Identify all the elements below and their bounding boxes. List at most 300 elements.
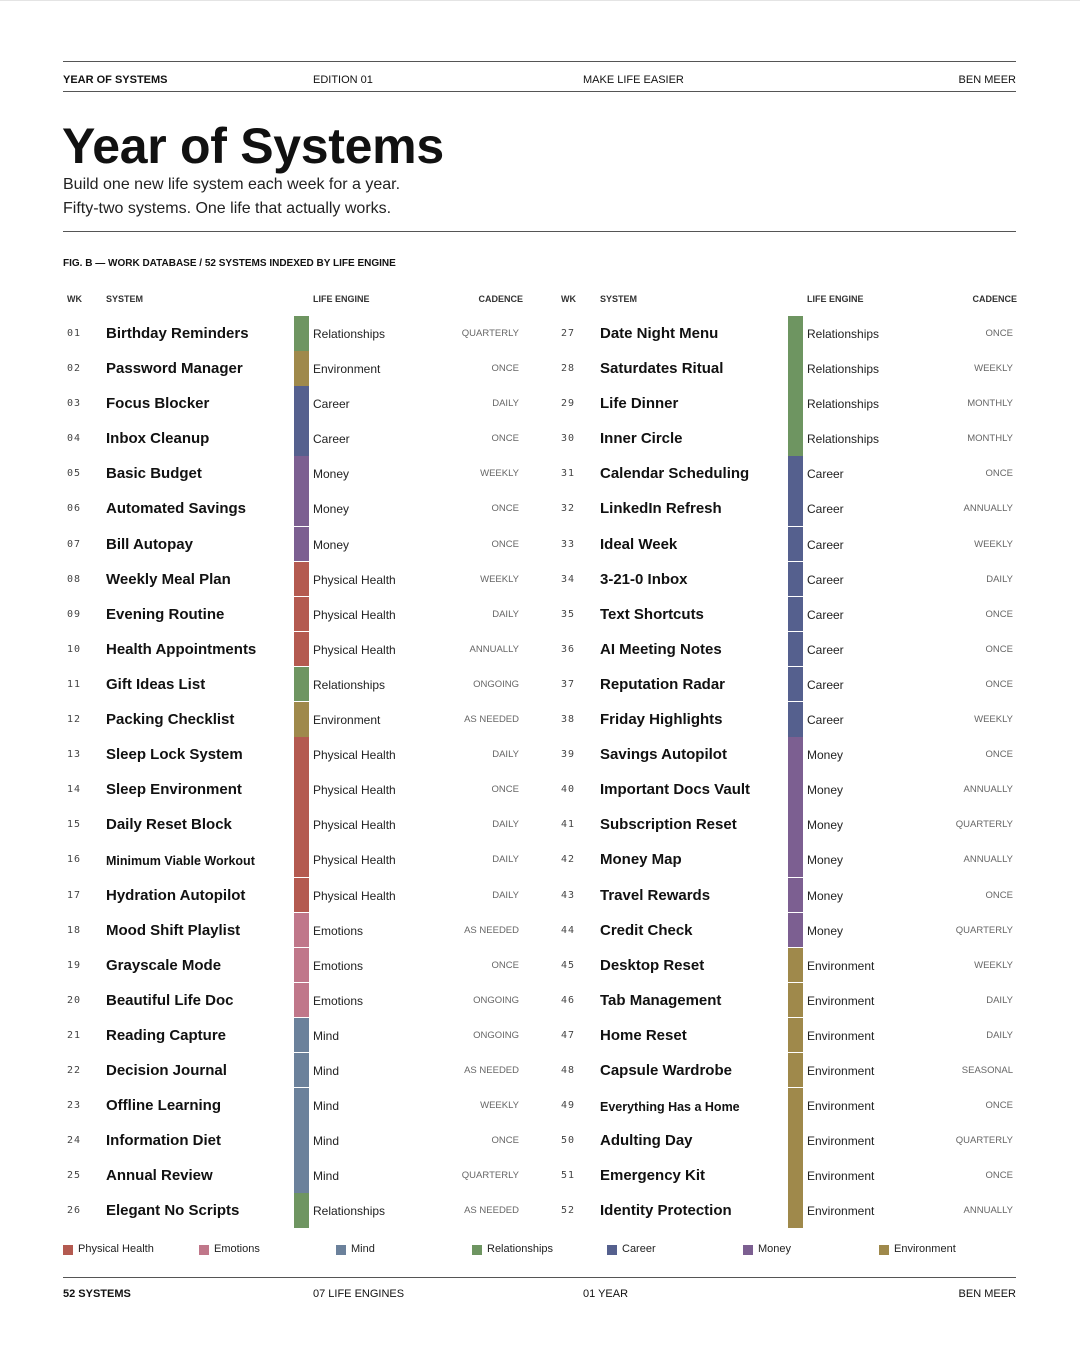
week-number: 11 [67, 678, 82, 690]
week-number: 08 [67, 573, 82, 585]
table-row [63, 1158, 523, 1193]
system-name: Decision Journal [106, 1061, 227, 1079]
life-engine: Money [807, 888, 844, 903]
system-name: Birthday Reminders [106, 325, 249, 342]
system-name: Sleep Environment [106, 781, 242, 799]
legend-label: Career [622, 1243, 656, 1255]
cadence: DAILY [986, 994, 1013, 1006]
table-row [557, 1158, 1017, 1193]
week-number: 03 [67, 398, 82, 410]
engine-color-bar [788, 597, 803, 632]
engine-color-bar [788, 632, 803, 667]
life-engine: Career [313, 432, 350, 447]
cadence: ONGOING [473, 994, 519, 1006]
table-row [557, 948, 1017, 983]
system-name: Daily Reset Block [106, 816, 232, 834]
table-row [557, 667, 1017, 702]
cadence: ANNUALLY [469, 643, 519, 655]
system-name: Identity Protection [600, 1202, 732, 1220]
cadence: ONCE [985, 678, 1013, 690]
cadence: DAILY [492, 398, 519, 410]
life-engine: Relationships [313, 1204, 386, 1219]
table-row [63, 842, 523, 877]
table-row [63, 1018, 523, 1053]
life-engine: Environment [313, 713, 381, 728]
life-engine: Environment [807, 1028, 875, 1043]
engine-color-bar [294, 1018, 309, 1053]
system-name: Date Night Menu [600, 325, 719, 342]
table-row [557, 842, 1017, 877]
table-row [557, 1018, 1017, 1053]
engine-color-bar [294, 351, 309, 386]
table-row [557, 913, 1017, 948]
system-name: Savings Autopilot [600, 746, 727, 764]
table-row [557, 632, 1017, 667]
legend-label: Environment [894, 1243, 956, 1255]
table-right-half [557, 293, 1017, 1235]
life-engine: Environment [807, 993, 875, 1008]
system-name: Friday Highlights [600, 711, 723, 729]
week-number: 42 [561, 854, 576, 866]
cadence: WEEKLY [974, 538, 1013, 550]
cadence: ONGOING [473, 678, 519, 690]
week-number: 13 [67, 749, 82, 761]
system-name: Home Reset [600, 1026, 687, 1044]
legend-swatch [63, 1245, 73, 1255]
legend-swatch [607, 1245, 617, 1255]
engine-color-bar [294, 1088, 309, 1123]
life-engine: Money [807, 923, 844, 938]
table-row [557, 878, 1017, 913]
table-row [63, 386, 523, 421]
life-engine: Physical Health [313, 888, 396, 903]
engine-color-bar [788, 878, 803, 913]
table-row [557, 597, 1017, 632]
life-engine: Career [807, 467, 844, 482]
life-engine: Environment [313, 362, 381, 377]
week-number: 43 [561, 889, 576, 901]
table-row [63, 1088, 523, 1123]
engine-color-bar [294, 632, 309, 667]
engine-color-bar [294, 421, 309, 456]
cadence: DAILY [492, 608, 519, 620]
system-name: Capsule Wardrobe [600, 1061, 732, 1079]
engine-color-bar [294, 456, 309, 491]
engine-color-bar [788, 527, 803, 562]
life-engine: Money [313, 467, 350, 482]
page-title: Year of Systems [62, 118, 444, 174]
cadence: MONTHLY [967, 398, 1013, 410]
system-name: AI Meeting Notes [600, 640, 722, 658]
cadence: DAILY [986, 573, 1013, 585]
engine-color-bar [788, 1018, 803, 1053]
engine-color-bar [294, 842, 309, 877]
week-number: 45 [561, 959, 576, 971]
table-row [63, 1053, 523, 1088]
life-engine: Money [807, 783, 844, 798]
life-engine: Mind [313, 1028, 340, 1043]
week-number: 17 [67, 889, 82, 901]
week-number: 16 [67, 854, 82, 866]
engine-color-bar [294, 1123, 309, 1158]
week-number: 20 [67, 994, 82, 1006]
system-name: LinkedIn Refresh [600, 500, 722, 518]
engine-color-bar [294, 562, 309, 597]
engine-color-bar [788, 737, 803, 772]
table-row [557, 807, 1017, 842]
week-number: 29 [561, 398, 576, 410]
header-bottom-rule [63, 91, 1016, 92]
engine-color-bar [788, 702, 803, 737]
cadence: DAILY [986, 1029, 1013, 1041]
life-engine: Career [313, 397, 350, 412]
legend-swatch [743, 1245, 753, 1255]
engine-color-bar [788, 667, 803, 702]
system-name: Hydration Autopilot [106, 886, 246, 904]
engine-color-bar [294, 386, 309, 421]
life-engine: Relationships [807, 362, 880, 377]
engine-color-bar [294, 807, 309, 842]
system-name: Packing Checklist [106, 711, 235, 729]
engine-color-bar [788, 1193, 803, 1228]
system-name: Basic Budget [106, 465, 202, 483]
system-name: Elegant No Scripts [106, 1202, 240, 1220]
life-engine: Relationships [807, 327, 880, 341]
cadence: QUARTERLY [461, 328, 519, 339]
life-engine: Mind [313, 1134, 340, 1149]
week-number: 41 [561, 819, 576, 831]
engine-legend [63, 1243, 1016, 1257]
table-row [557, 1053, 1017, 1088]
col-header-cadence: CADENCE [478, 294, 523, 304]
system-name: Focus Blocker [106, 395, 210, 413]
table-row [557, 386, 1017, 421]
life-engine: Emotions [313, 958, 364, 973]
cadence: DAILY [492, 854, 519, 866]
system-name: Reputation Radar [600, 675, 726, 693]
table-row [63, 632, 523, 667]
cadence: SEASONAL [961, 1064, 1013, 1076]
table-row [557, 316, 1017, 351]
cadence: ONGOING [473, 1029, 519, 1041]
life-engine: Career [807, 502, 844, 517]
engine-color-bar [788, 1158, 803, 1193]
footer-author: BEN MEER [958, 1288, 1016, 1300]
week-number: 21 [67, 1029, 82, 1041]
table-row [63, 1123, 523, 1158]
system-name: Important Docs Vault [600, 781, 751, 799]
life-engine: Career [807, 713, 844, 728]
system-name: Mood Shift Playlist [106, 921, 241, 939]
life-engine: Physical Health [313, 818, 396, 833]
header-edition: EDITION 01 [313, 74, 373, 86]
header-author: BEN MEER [958, 74, 1016, 86]
system-name: Offline Learning [106, 1097, 222, 1115]
system-name: Subscription Reset [600, 816, 737, 834]
footer-engines-count: 07 LIFE ENGINES [313, 1288, 405, 1300]
engine-color-bar [294, 983, 309, 1018]
life-engine: Career [807, 572, 844, 587]
system-name: Text Shortcuts [600, 605, 704, 623]
week-number: 37 [561, 678, 576, 690]
week-number: 22 [67, 1064, 82, 1076]
system-name: Money Map [600, 851, 682, 869]
system-name: Credit Check [600, 921, 693, 939]
system-name: Inbox Cleanup [106, 430, 210, 448]
week-number: 06 [67, 503, 82, 515]
week-number: 04 [67, 433, 82, 445]
engine-color-bar [788, 456, 803, 491]
system-name: Annual Review [106, 1167, 213, 1185]
system-name: Desktop Reset [600, 956, 705, 974]
cadence: ONCE [985, 608, 1013, 620]
footer-top-rule [63, 1277, 1016, 1278]
life-engine: Career [807, 677, 844, 692]
header-tagline: MAKE LIFE EASIER [583, 74, 684, 86]
header-brand: YEAR OF SYSTEMS [63, 74, 168, 86]
engine-color-bar [788, 772, 803, 807]
engine-color-bar [294, 737, 309, 772]
week-number: 39 [561, 749, 576, 761]
week-number: 09 [67, 608, 82, 620]
system-name: Health Appointments [106, 640, 257, 658]
system-name: Minimum Viable Workout [106, 854, 255, 869]
table-row [557, 351, 1017, 386]
cadence: AS NEEDED [464, 1205, 519, 1217]
cadence: DAILY [492, 889, 519, 901]
cadence: MONTHLY [967, 433, 1013, 445]
section-rule [63, 231, 1016, 232]
engine-color-bar [788, 1088, 803, 1123]
system-name: Beautiful Life Doc [106, 991, 234, 1009]
table-row [63, 948, 523, 983]
engine-color-bar [788, 913, 803, 948]
table-row [557, 421, 1017, 456]
week-number: 23 [67, 1100, 82, 1112]
table-row [557, 772, 1017, 807]
system-name: Everything Has a Home [600, 1100, 740, 1115]
legend-swatch [336, 1245, 346, 1255]
life-engine: Money [313, 502, 350, 517]
cadence: ONCE [491, 433, 519, 445]
week-number: 52 [561, 1205, 576, 1217]
week-number: 25 [67, 1170, 82, 1182]
life-engine: Environment [807, 1063, 875, 1078]
life-engine: Physical Health [313, 783, 396, 798]
subtitle-line-2: Fifty-two systems. One life that actually works. [63, 200, 392, 217]
week-number: 30 [561, 433, 576, 445]
legend-swatch [879, 1245, 889, 1255]
engine-color-bar [788, 491, 803, 526]
table-left-half [63, 293, 523, 1235]
table-row [63, 562, 523, 597]
table-row [63, 351, 523, 386]
table-row [63, 456, 523, 491]
cadence: DAILY [492, 819, 519, 831]
legend-label: Relationships [487, 1243, 554, 1255]
system-name: Password Manager [106, 360, 243, 378]
week-number: 36 [561, 643, 576, 655]
week-number: 27 [561, 328, 576, 339]
figure-caption: FIG. B — WORK DATABASE / 52 SYSTEMS INDEXED BY LIFE ENGINE [63, 258, 396, 269]
table-row [557, 527, 1017, 562]
week-number: 19 [67, 959, 82, 971]
engine-color-bar [788, 807, 803, 842]
life-engine: Emotions [313, 923, 364, 938]
life-engine: Environment [807, 1204, 875, 1219]
engine-color-bar [788, 948, 803, 983]
table-row [557, 491, 1017, 526]
cadence: ONCE [985, 468, 1013, 480]
system-name: Emergency Kit [600, 1167, 706, 1185]
system-name: Information Diet [106, 1132, 221, 1150]
legend-label: Mind [351, 1243, 375, 1255]
table-row [63, 491, 523, 526]
engine-color-bar [294, 1158, 309, 1193]
col-header-engine: LIFE ENGINE [807, 294, 864, 304]
table-row [63, 527, 523, 562]
table-row [63, 421, 523, 456]
engine-color-bar [294, 702, 309, 737]
col-header-cadence: CADENCE [972, 294, 1017, 304]
week-number: 01 [67, 328, 82, 339]
system-name: Saturdates Ritual [600, 360, 724, 378]
col-header-system: SYSTEM [106, 294, 144, 304]
week-number: 34 [561, 573, 576, 585]
engine-color-bar [294, 491, 309, 526]
week-number: 44 [561, 924, 576, 936]
legend-label: Emotions [214, 1243, 260, 1255]
cadence: ONCE [985, 1100, 1013, 1112]
table-row [557, 1193, 1017, 1228]
week-number: 15 [67, 819, 82, 831]
life-engine: Physical Health [313, 572, 396, 587]
week-number: 05 [67, 468, 82, 480]
system-name: Calendar Scheduling [600, 465, 750, 483]
cadence: DAILY [492, 749, 519, 761]
cadence: AS NEEDED [464, 1064, 519, 1076]
week-number: 10 [67, 643, 82, 655]
life-engine: Mind [313, 1169, 340, 1184]
week-number: 35 [561, 608, 576, 620]
week-number: 32 [561, 503, 576, 515]
life-engine: Career [807, 642, 844, 657]
life-engine: Career [807, 537, 844, 552]
cadence: ONCE [491, 1135, 519, 1147]
subtitle-line-1: Build one new life system each week for a year. [63, 176, 401, 193]
week-number: 28 [561, 363, 576, 375]
cadence: AS NEEDED [464, 924, 519, 936]
week-number: 14 [67, 784, 82, 796]
engine-color-bar [294, 316, 309, 351]
table-rows-left [63, 316, 523, 1228]
life-engine: Relationships [313, 327, 386, 341]
week-number: 50 [561, 1135, 576, 1147]
cadence: ONCE [491, 538, 519, 550]
engine-color-bar [788, 316, 803, 351]
table-row [63, 737, 523, 772]
week-number: 48 [561, 1064, 576, 1076]
cadence: QUARTERLY [955, 1135, 1013, 1147]
table-row [63, 667, 523, 702]
week-number: 51 [561, 1170, 576, 1182]
cadence: ANNUALLY [963, 854, 1013, 866]
top-edge-line [0, 0, 1080, 1]
engine-color-bar [788, 351, 803, 386]
week-number: 38 [561, 714, 576, 726]
table-row [557, 983, 1017, 1018]
cadence: ANNUALLY [963, 784, 1013, 796]
week-number: 49 [561, 1100, 576, 1112]
cadence: WEEKLY [974, 714, 1013, 726]
engine-color-bar [294, 1053, 309, 1088]
system-name: Evening Routine [106, 605, 225, 623]
cadence: ONCE [491, 784, 519, 796]
week-number: 33 [561, 538, 576, 550]
cadence: ONCE [985, 889, 1013, 901]
engine-color-bar [788, 1053, 803, 1088]
life-engine: Environment [807, 1099, 875, 1114]
cadence: AS NEEDED [464, 714, 519, 726]
table-row [557, 737, 1017, 772]
system-name: Reading Capture [106, 1026, 227, 1044]
life-engine: Physical Health [313, 748, 396, 763]
life-engine: Money [807, 748, 844, 763]
life-engine: Physical Health [313, 853, 396, 868]
life-engine: Money [807, 818, 844, 833]
col-header-system: SYSTEM [600, 294, 638, 304]
col-header-wk: WK [561, 294, 576, 304]
engine-color-bar [788, 386, 803, 421]
week-number: 24 [67, 1135, 82, 1147]
footer-year: 01 YEAR [583, 1288, 629, 1300]
week-number: 47 [561, 1029, 576, 1041]
system-name: Ideal Week [600, 535, 678, 553]
life-engine: Money [807, 853, 844, 868]
table-row [557, 1088, 1017, 1123]
col-header-engine: LIFE ENGINE [313, 294, 370, 304]
table-row [63, 597, 523, 632]
cadence: WEEKLY [974, 363, 1013, 375]
engine-color-bar [294, 667, 309, 702]
system-name: 3-21-0 Inbox [600, 570, 688, 588]
table-row [63, 878, 523, 913]
system-name: Tab Management [600, 991, 722, 1009]
table-row [63, 1193, 523, 1228]
engine-color-bar [788, 562, 803, 597]
cadence: ONCE [985, 328, 1013, 339]
week-number: 26 [67, 1205, 82, 1217]
system-name: Gift Ideas List [106, 675, 206, 693]
footer-systems-count: 52 SYSTEMS [63, 1288, 131, 1300]
cadence: ANNUALLY [963, 503, 1013, 515]
cadence: WEEKLY [480, 468, 519, 480]
engine-color-bar [294, 527, 309, 562]
cadence: WEEKLY [974, 959, 1013, 971]
system-name: Inner Circle [600, 430, 683, 448]
cadence: ONCE [985, 749, 1013, 761]
life-engine: Environment [807, 958, 875, 973]
table-row [63, 913, 523, 948]
cadence: QUARTERLY [461, 1170, 519, 1182]
header-top-rule [63, 61, 1016, 62]
table-row [557, 1123, 1017, 1158]
table-row [63, 772, 523, 807]
system-name: Grayscale Mode [106, 956, 222, 974]
cadence: QUARTERLY [955, 819, 1013, 831]
engine-color-bar [788, 983, 803, 1018]
table-row [557, 702, 1017, 737]
